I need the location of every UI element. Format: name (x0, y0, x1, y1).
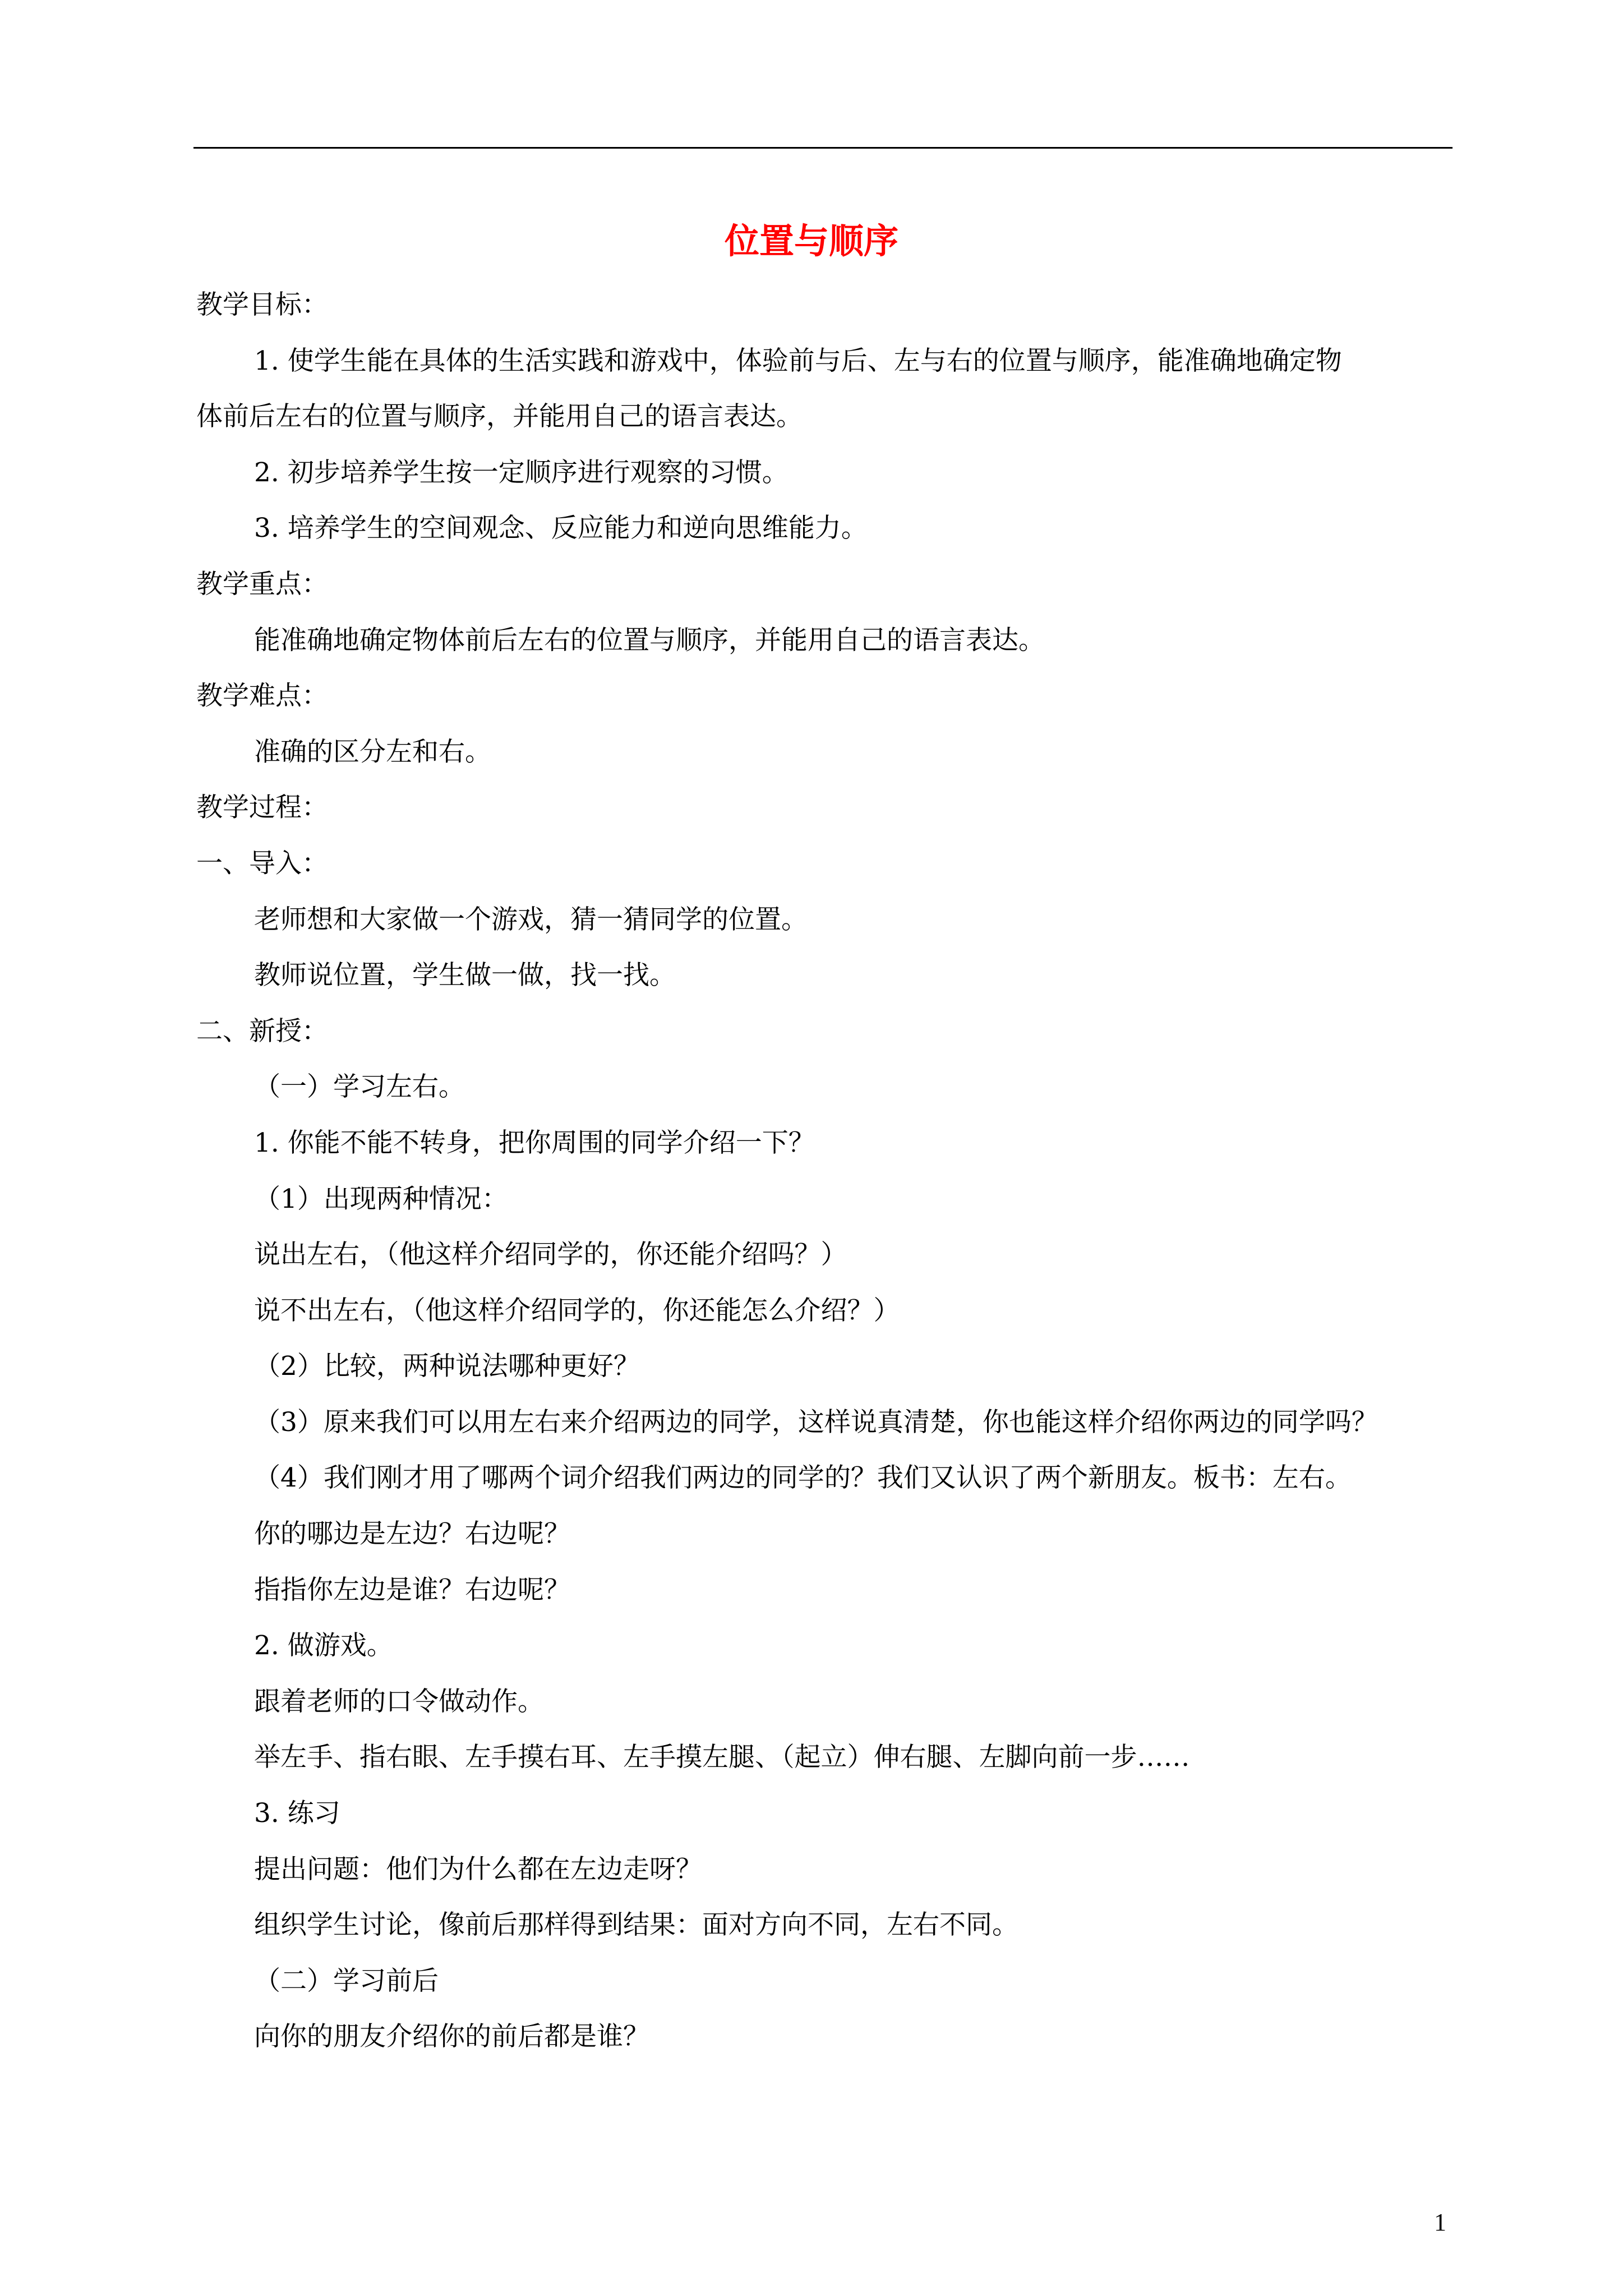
text-line: 3. 培养学生的空间观念、反应能力和逆向思维能力。 (254, 513, 868, 544)
text-line: 1. 使学生能在具体的生活实践和游戏中，体验前与后、左与右的位置与顺序，能准确地确定物 (254, 345, 1342, 376)
text-line: 指指你左边是谁？右边呢？ (254, 1574, 570, 1605)
text-line: 3. 练习 (254, 1798, 340, 1829)
document-title: 位置与顺序 (724, 220, 898, 261)
text-line: （2）比较，两种说法哪种更好？ (254, 1351, 640, 1382)
text-line: 教学重点： (196, 568, 328, 600)
text-line: 教学目标： (196, 289, 328, 320)
text-line: 说出左右，（他这样介绍同学的，你还能介绍吗？） (254, 1239, 847, 1271)
page-number: 1 (1434, 2208, 1446, 2236)
text-line: 准确的区分左和右。 (254, 736, 491, 767)
text-line: （4）我们刚才用了哪两个词介绍我们两边的同学的？我们又认识了两个新朋友。板书：左右。 (254, 1462, 1352, 1494)
text-line: 能准确地确定物体前后左右的位置与顺序，并能用自己的语言表达。 (254, 624, 1045, 656)
text-line: 教学过程： (196, 792, 328, 823)
text-line: 体前后左右的位置与顺序，并能用自己的语言表达。 (196, 401, 803, 432)
text-line: 说不出左右，（他这样介绍同学的，你还能怎么介绍？） (254, 1295, 900, 1326)
text-line: 举左手、指右眼、左手摸右耳、左手摸左腿、（起立）伸右腿、左脚向前一步…… (254, 1742, 1190, 1773)
text-line: 2. 做游戏。 (254, 1630, 393, 1662)
text-line: （二）学习前后 (254, 1965, 439, 1996)
header-rule (193, 147, 1453, 149)
text-line: （1）出现两种情况： (254, 1183, 508, 1214)
text-line: 1. 你能不能不转身，把你周围的同学介绍一下？ (254, 1127, 815, 1158)
text-line: （一）学习左右。 (254, 1071, 465, 1103)
text-line: 老师想和大家做一个游戏，猜一猜同学的位置。 (254, 904, 808, 935)
text-line: 教学难点： (196, 680, 328, 712)
text-line: 你的哪边是左边？右边呢？ (254, 1519, 570, 1550)
text-line: 教师说位置，学生做一做，找一找。 (254, 960, 676, 991)
text-line: 向你的朋友介绍你的前后都是谁？ (254, 2021, 649, 2053)
text-line: 二、新授： (196, 1015, 328, 1047)
text-line: 2. 初步培养学生按一定顺序进行观察的习惯。 (254, 457, 789, 488)
text-line: （3）原来我们可以用左右来介绍两边的同学，这样说真清楚，你也能这样介绍你两边的同学吗？ (254, 1406, 1378, 1438)
text-line: 提出问题：他们为什么都在左边走呀？ (254, 1853, 702, 1885)
document-body (196, 277, 1455, 2065)
text-line: 一、导入： (196, 848, 328, 879)
text-line: 跟着老师的口令做动作。 (254, 1686, 544, 1717)
text-line: 组织学生讨论，像前后那样得到结果：面对方向不同，左右不同。 (254, 1910, 1018, 1941)
